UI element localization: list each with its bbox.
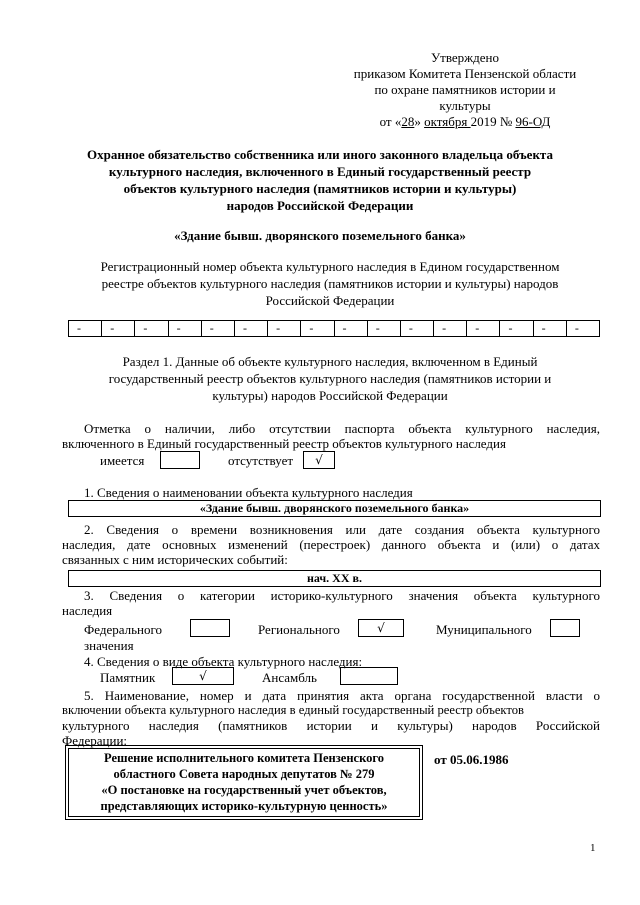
item-2-line-3: связанных с ним исторических событий: bbox=[62, 552, 288, 567]
reg-line-2: реестре объектов культурного наследия (памятников истории и культуры) народов bbox=[101, 276, 559, 291]
object-name-heading: «Здание бывш. дворянского поземельного банка» bbox=[174, 228, 466, 243]
municipal-checkbox bbox=[550, 619, 580, 637]
section-line-2: государственный реестр объектов культурного наследия (памятников истории и bbox=[108, 371, 552, 386]
monument-label: Памятник bbox=[100, 670, 156, 685]
date-month: октября bbox=[424, 114, 471, 129]
reg-number-table bbox=[68, 320, 600, 337]
item-3-line-4: значения bbox=[84, 638, 134, 653]
reg-cell: - bbox=[268, 321, 301, 336]
reg-cell: - bbox=[301, 321, 334, 336]
page-number: 1 bbox=[590, 842, 596, 854]
reg-line-1: Регистрационный номер объекта культурного наследия в Едином государственном bbox=[100, 259, 560, 274]
reg-number-caption bbox=[40, 258, 620, 309]
item-2-line-2: наследия, дате основных изменений (перестроек) данного объекта и (или) о датах bbox=[62, 537, 600, 552]
act-line-1: Решение исполнительного комитета Пензенского bbox=[104, 751, 384, 765]
title-line-2: культурного наследия, включенного в Единый государственный реестр bbox=[108, 164, 532, 179]
reg-cell: - bbox=[202, 321, 235, 336]
reg-cell: - bbox=[235, 321, 268, 336]
reg-cell: - bbox=[335, 321, 368, 336]
date-prefix: от « bbox=[379, 114, 402, 129]
item-5-line-2: включении объекта культурного наследия в единый государственный реестр объектов bbox=[62, 703, 524, 717]
monument-checkbox: √ bbox=[172, 667, 234, 685]
reg-cell: - bbox=[534, 321, 567, 336]
date-day: 28 bbox=[401, 114, 415, 129]
approval-line-2: приказом Комитета Пензенской области bbox=[353, 66, 577, 81]
regional-label: Регионального bbox=[258, 622, 340, 637]
item-2-value: нач. XX в. bbox=[68, 570, 601, 587]
item-1-value: «Здание бывш. дворянского поземельного банка» bbox=[68, 500, 601, 517]
reg-cell: - bbox=[102, 321, 135, 336]
title-line-4: народов Российской Федерации bbox=[226, 198, 414, 213]
item-5-line-1: 5. Наименование, номер и дата принятия акта органа государственной власти о bbox=[84, 688, 600, 703]
document-title bbox=[40, 146, 600, 214]
reg-cell: - bbox=[500, 321, 533, 336]
item-4-label: 4. Сведения о виде объекта культурного наследия: bbox=[84, 654, 363, 669]
act-date: от 05.06.1986 bbox=[434, 752, 509, 767]
act-line-3: «О постановке на государственный учет объектов, bbox=[101, 783, 387, 797]
no-passport-checkbox: √ bbox=[303, 451, 335, 469]
reg-cell: - bbox=[169, 321, 202, 336]
title-line-1: Охранное обязательство собственника или иного законного владельца объекта bbox=[87, 147, 553, 162]
no-passport-label: отсутствует bbox=[228, 453, 294, 468]
reg-line-3: Российской Федерации bbox=[265, 293, 395, 308]
municipal-label: Муниципального bbox=[436, 622, 532, 637]
act-box bbox=[68, 748, 420, 817]
section-line-3: культуры) народов Российской Федерации bbox=[212, 388, 448, 403]
federal-label: Федерального bbox=[84, 622, 163, 637]
has-passport-checkbox bbox=[160, 451, 200, 469]
date-mid: » bbox=[414, 114, 425, 129]
reg-cell: - bbox=[69, 321, 102, 336]
order-number: 96-ОД bbox=[515, 114, 551, 129]
reg-cell: - bbox=[467, 321, 500, 336]
item-5-line-3: культурного наследия (памятников истории и культуры) народов Российской bbox=[62, 718, 600, 733]
regional-checkbox: √ bbox=[358, 619, 404, 637]
reg-cell: - bbox=[434, 321, 467, 336]
approval-line-4: культуры bbox=[439, 98, 491, 113]
reg-cell: - bbox=[368, 321, 401, 336]
approval-line-1: Утверждено bbox=[430, 50, 500, 65]
has-passport-label: имеется bbox=[100, 453, 145, 468]
item-5-line-4: Федерации: bbox=[62, 733, 128, 748]
ensemble-checkbox bbox=[340, 667, 398, 685]
date-year: 2019 № bbox=[470, 114, 516, 129]
section-line-1: Раздел 1. Данные об объекте культурного наследия, включенном в Единый bbox=[122, 354, 538, 369]
item-2-line-1: 2. Сведения о времени возникновения или дате создания объекта культурного bbox=[84, 522, 600, 537]
item-3-line-2: наследия bbox=[62, 603, 113, 618]
act-line-4: представляющих историко-культурную ценность» bbox=[100, 799, 388, 813]
ensemble-label: Ансамбль bbox=[262, 670, 317, 685]
section-1-heading bbox=[60, 353, 600, 404]
item-3-line-1: 3. Сведения о категории историко-культурного значения объекта культурного bbox=[84, 588, 600, 603]
passport-line-1: Отметка о наличии, либо отсутствии паспорта объекта культурного наследия, bbox=[84, 421, 600, 436]
reg-cell: - bbox=[574, 321, 579, 335]
reg-cell: - bbox=[135, 321, 168, 336]
reg-cell: - bbox=[401, 321, 434, 336]
approval-date bbox=[330, 114, 600, 130]
item-1-label: 1. Сведения о наименовании объекта культурного наследия bbox=[84, 485, 413, 500]
act-line-2: областного Совета народных депутатов № 279 bbox=[113, 767, 375, 781]
title-line-3: объектов культурного наследия (памятников истории и культуры) bbox=[123, 181, 517, 196]
approval-line-3: по охране памятников истории и bbox=[374, 82, 556, 97]
passport-line-2: включенного в Единый государственный реестр объектов культурного наследия bbox=[62, 436, 506, 451]
federal-checkbox bbox=[190, 619, 230, 637]
approval-block bbox=[330, 50, 600, 130]
